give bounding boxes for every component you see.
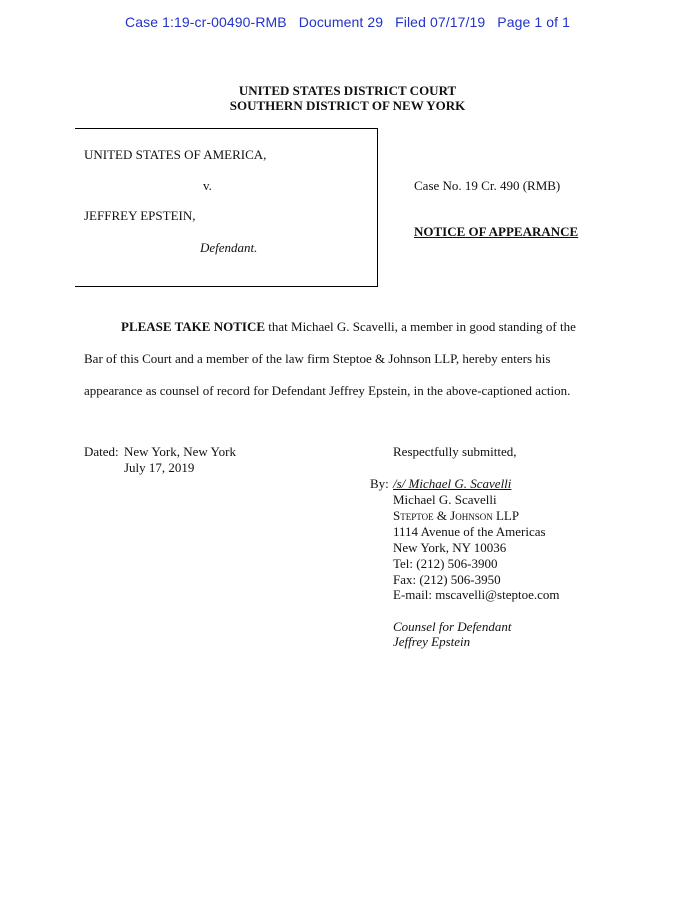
by-label: By: (370, 476, 389, 491)
email: E-mail: mscavelli@steptoe.com (393, 587, 560, 602)
body-line-1 (121, 319, 576, 335)
court-name-line1: UNITED STATES DISTRICT COURT (238, 83, 457, 98)
fax: Fax: (212) 506-3950 (393, 572, 501, 587)
firm-name: Steptoe & Johnson LLP (393, 508, 520, 523)
dated-date: July 17, 2019 (124, 460, 195, 475)
court-name-line2: SOUTHERN DISTRICT OF NEW YORK (229, 98, 466, 113)
caption-defendant-name: JEFFREY EPSTEIN, (84, 208, 196, 223)
body-lead: PLEASE TAKE NOTICE (121, 319, 266, 334)
address-line-2: New York, NY 10036 (393, 540, 507, 555)
dated-label: Dated: (84, 444, 119, 459)
counsel-role-line-2: Jeffrey Epstein (393, 634, 471, 649)
caption-versus: v. (203, 178, 212, 193)
caption-border-right (377, 128, 378, 287)
header-page-number: Page 1 of 1 (497, 14, 570, 30)
address-line-1: 1114 Avenue of the Americas (393, 524, 546, 539)
header-document-number: Document 29 (298, 14, 384, 30)
body-line-3: appearance as counsel of record for Defendant Jeffrey Epstein, in the above-captioned action. (84, 383, 571, 398)
caption-plaintiff: UNITED STATES OF AMERICA, (84, 147, 267, 162)
dated-place: New York, New York (124, 444, 236, 459)
ecf-header (0, 14, 695, 30)
body-line-1-text: that Michael G. Scavelli, a member in good standing of the (265, 319, 576, 334)
signer-name: Michael G. Scavelli (393, 492, 497, 507)
case-number: Case No. 19 Cr. 490 (RMB) (414, 178, 561, 193)
caption-defendant-label: Defendant. (200, 240, 258, 255)
caption-border-top (75, 128, 377, 129)
electronic-signature: /s/ Michael G. Scavelli (393, 476, 512, 491)
telephone: Tel: (212) 506-3900 (393, 556, 498, 571)
closing: Respectfully submitted, (393, 444, 517, 459)
caption-border-bottom (75, 286, 377, 287)
body-line-2: Bar of this Court and a member of the law firm Steptoe & Johnson LLP, hereby enters his (84, 351, 551, 366)
header-case-number: Case 1:19-cr-00490-RMB (125, 14, 287, 30)
header-filed-date: Filed 07/17/19 (395, 14, 486, 30)
document-title: NOTICE OF APPEARANCE (414, 224, 579, 239)
counsel-role-line-1: Counsel for Defendant (393, 619, 512, 634)
